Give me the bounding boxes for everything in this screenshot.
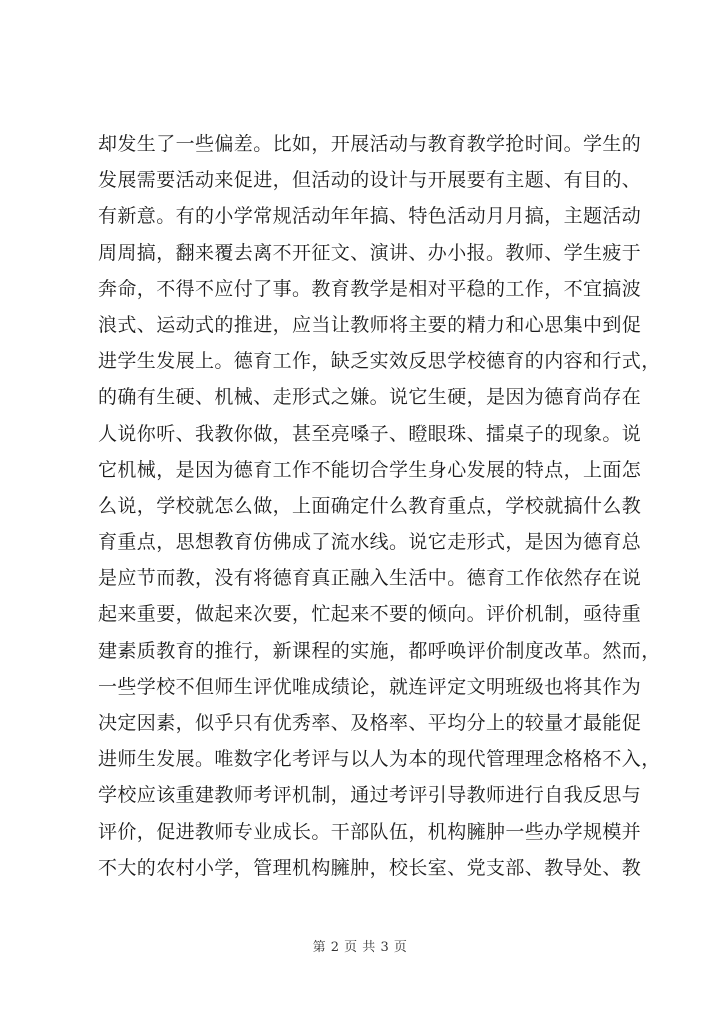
text-line: 决定因素，似乎只有优秀率、及格率、平均分上的较量才最能促 [98,712,642,734]
text-line: 的确有生硬、机械、走形式之嫌。说它生硬，是因为德育尚存在 [98,386,642,409]
text-line: 它机械，是因为德育工作不能切合学生身心发展的特点，上面怎 [98,458,642,481]
text-line: 是应节而教，没有将德育真正融入生活中。德育工作依然存在说 [98,567,642,590]
text-line: 建素质教育的推行，新课程的实施，都呼唤评价制度改革。然而， [98,639,661,662]
page-footer: 第 2 页 共 3 页 [312,940,408,955]
text-line: 周周搞，翻来覆去离不开征文、演讲、办小报。教师、学生疲于 [98,241,642,264]
text-line: 浪式、运动式的推进，应当让教师将主要的精力和心思集中到促 [98,313,642,336]
body-text [98,126,661,886]
text-line: 评价，促进教师专业成长。干部队伍，机构臃肿一些办学规模并 [98,820,642,843]
text-line: 起来重要，做起来次要，忙起来不要的倾向。评价机制，亟待重 [98,603,642,626]
text-line: 学校应该重建教师考评机制，通过考评引导教师进行自我反思与 [98,784,642,807]
text-line: 进学生发展上。德育工作，缺乏实效反思学校德育的内容和行式， [98,350,661,373]
text-line: 却发生了一些偏差。比如，开展活动与教育教学抢时间。学生的 [98,133,642,155]
text-line: 人说你听、我教你做，甚至亮嗓子、瞪眼珠、擂桌子的现象。说 [98,422,642,445]
text-line: 么说，学校就怎么做，上面确定什么教育重点，学校就搞什么教 [98,494,642,517]
text-line: 发展需要活动来促进，但活动的设计与开展要有主题、有目的、 [98,169,642,192]
text-line: 不大的农村小学，管理机构臃肿，校长室、党支部、教导处、教 [98,856,642,879]
text-line: 一些学校不但师生评优唯成绩论，就连评定文明班级也将其作为 [98,675,642,698]
text-line: 有新意。有的小学常规活动年年搞、特色活动月月搞，主题活动 [98,205,642,228]
text-line: 奔命，不得不应付了事。教育教学是相对平稳的工作，不宜搞波 [98,277,642,300]
text-line: 育重点，思想教育仿佛成了流水线。说它走形式，是因为德育总 [98,531,642,554]
text-line: 进师生发展。唯数字化考评与以人为本的现代管理理念格格不入， [98,748,661,771]
